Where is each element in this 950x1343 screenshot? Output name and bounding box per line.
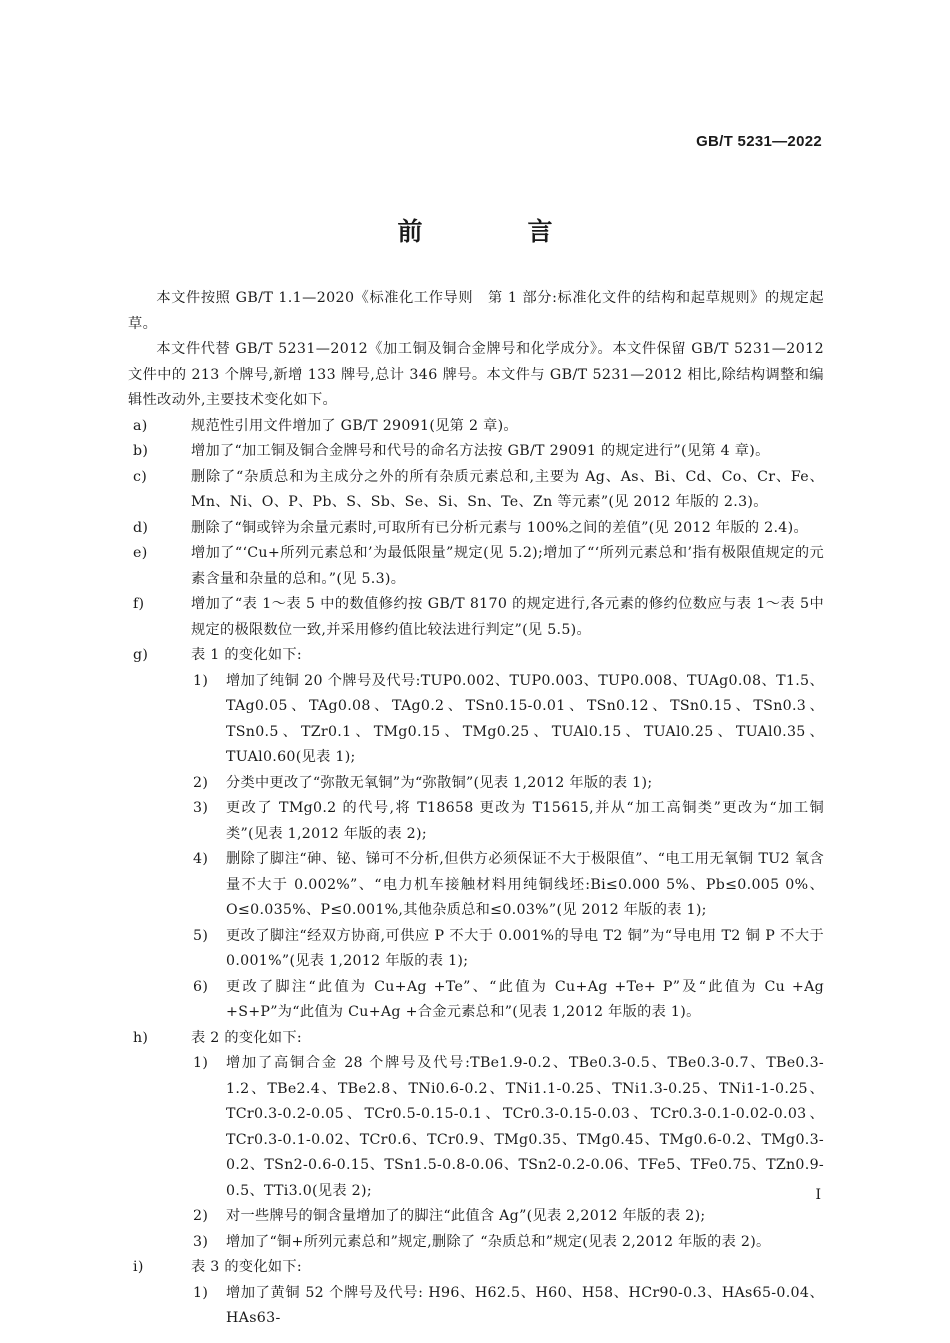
sub-list-marker: 1): [193, 1055, 209, 1071]
list-item-text: 删除了“杂质总和为主成分之外的所有杂质元素总和,主要为 Ag、As、Bi、Cd、Co、Cr、Fe、Mn、Ni、O、P、Pb、S、Sb、Se、Si、Sn、Te、Zn 等元素”(见 2012 年版的 2.3)。: [191, 468, 824, 510]
list-item-text: 表 1 的变化如下:: [191, 647, 302, 663]
sub-list-item-text: 删除了脚注“砷、铋、锑可不分析,但供方必须保证不大于极限值”、“电工用无氧铜 TU2 氧含量不大于 0.002%”、“电力机车接触材料用纯铜线坯:Bi≤0.000 5%、Pb≤0.005 0%、O≤0.035%、P≤0.001%,其他杂质总和≤0.03%”(见 2012 年版的表 1);: [226, 851, 824, 918]
list-item: [128, 541, 824, 592]
sub-list-item-text: 更改了 TMg0.2 的代号,将 T18658 更改为 T15615,并从“加工高铜类”更改为“加工铜类”(见表 1,2012 年版的表 2);: [226, 800, 824, 842]
list-item: [128, 643, 824, 669]
sub-list-item-text: 更改了脚注“此值为 Cu+Ag +Te”、“此值为 Cu+Ag +Te+ P”及“此值为 Cu +Ag +S+P”为“此值为 Cu+Ag +合金元素总和”(见表 1,2012 年版的表 1)。: [226, 978, 824, 1020]
sub-list-item-text: 分类中更改了“弥散无氧铜”为“弥散铜”(见表 1,2012 年版的表 1);: [226, 774, 653, 791]
list-marker: d): [133, 519, 149, 536]
sub-list-item: [128, 924, 824, 975]
list-marker: a): [133, 417, 148, 434]
sub-list-item-text: 增加了黄铜 52 个牌号及代号: H96、H62.5、H60、H58、HCr90-0.3、HAs65-0.04、HAs63-: [226, 1284, 824, 1326]
list-marker: h): [133, 1029, 149, 1046]
list-item: [128, 414, 824, 440]
list-marker: b): [133, 443, 149, 459]
sub-list-item: [128, 847, 824, 924]
sub-list-item: [128, 1051, 824, 1204]
sub-list-marker: 2): [193, 774, 209, 791]
sub-list-marker: 2): [193, 1208, 209, 1224]
list-marker: c): [133, 468, 148, 485]
sub-list-marker: 3): [193, 800, 209, 816]
sub-list-item-text: 更改了脚注“经双方协商,可供应 P 不大于 0.001%的导电 T2 铜”为“导电用 T2 铜 P 不大于 0.001%”(见表 1,2012 年版的表 1);: [226, 927, 824, 969]
list-item: [128, 592, 824, 643]
list-marker: e): [133, 545, 148, 561]
list-item-text: 删除了“铜或锌为余量元素时,可取所有已分析元素与 100%之间的差值”(见 2012 年版的 2.4)。: [191, 519, 808, 536]
list-item: [128, 465, 824, 516]
sub-list-item: [128, 771, 824, 797]
sub-list-marker: 5): [193, 927, 209, 944]
list-marker: g): [133, 647, 149, 663]
sub-list-item: [128, 1281, 824, 1332]
sub-list-marker: 3): [193, 1233, 209, 1250]
sub-list-item-text: 增加了纯铜 20 个牌号及代号:TUP0.002、TUP0.003、TUP0.008、TUAg0.08、T1.5、TAg0.05、TAg0.08、TAg0.2、TSn0.15-0.01、TSn0.12、TSn0.15、TSn0.3、TSn0.5、TZr0.1、TMg0.15、TMg0.25、TUAl0.15、TUAl0.25、TUAl0.35、TUAl0.60(见表 1);: [226, 672, 824, 765]
sub-list-item: [128, 669, 824, 771]
list-item-text: 增加了“‘Cu+所列元素总和’为最低限量”规定(见 5.2);增加了“‘所列元素总和’指有极限值规定的元素含量和杂量的总和。”(见 5.3)。: [191, 545, 824, 587]
list-item-text: 表 3 的变化如下:: [191, 1259, 302, 1275]
page-title: 前 言: [397, 217, 593, 246]
sub-list-marker: 4): [193, 851, 209, 867]
sub-list-marker: 1): [193, 672, 209, 689]
standard-code: GB/T 5231—2022: [696, 133, 822, 150]
paragraph: 本文件按照 GB/T 1.1—2020《标准化工作导则 第 1 部分:标准化文件的结构和起草规则》的规定起草。: [128, 290, 824, 332]
sub-list-item-text: 增加了“铜+所列元素总和”规定,删除了 “杂质总和”规定(见表 2,2012 年版的表 2)。: [226, 1233, 771, 1250]
sub-list-item-text: 增加了高铜合金 28 个牌号及代号:TBe1.9-0.2、TBe0.3-0.5、TBe0.3-0.7、TBe0.3-1.2、TBe2.4、TBe2.8、TNi0.6-0.2、TNi1.1-0.25、TNi1.3-0.25、TNi1-1-0.25、TCr0.3-0.2-0.05、TCr0.5-0.15-0.1、TCr0.3-0.15-0.03、TCr0.3-0.1-0.02-0.03、TCr0.3-0.1-0.02、TCr0.6、TCr0.9、TMg0.35、TMg0.45、TMg0.6-0.2、TMg0.3-0.2、TSn2-0.6-0.15、TSn1.5-0.8-0.06、TSn2-0.2-0.06、TFe5、TFe0.75、TZn0.9-0.5、TTi3.0(见表 2);: [226, 1055, 824, 1199]
list-item-text: 规范性引用文件增加了 GB/T 29091(见第 2 章)。: [191, 417, 518, 434]
foreword-body: [128, 286, 824, 1332]
sub-list-marker: 1): [193, 1284, 209, 1301]
sub-list-item: [128, 1230, 824, 1256]
sub-list-marker: 6): [193, 978, 209, 995]
list-item: [128, 516, 824, 542]
paragraph: 本文件代替 GB/T 5231—2012《加工铜及铜合金牌号和化学成分》。本文件保留 GB/T 5231—2012 文件中的 213 个牌号,新增 133 牌号,总计 346 牌号。本文件与 GB/T 5231—2012 相比,除结构调整和编辑性改动外,主要技术变化如下。: [128, 341, 824, 408]
sub-list-item: [128, 1204, 824, 1230]
sub-list-item: [128, 975, 824, 1026]
list-marker: f): [133, 596, 145, 612]
page-number: I: [815, 1187, 821, 1203]
list-item: [128, 439, 824, 465]
list-marker: i): [133, 1259, 144, 1275]
sub-list-item: [128, 796, 824, 847]
sub-list-item-text: 对一些牌号的铜含量增加了的脚注“此值含 Ag”(见表 2,2012 年版的表 2);: [226, 1208, 706, 1224]
list-item-text: 增加了“表 1～表 5 中的数值修约按 GB/T 8170 的规定进行,各元素的修约位数应与表 1～表 5中规定的极限数位一致,并采用修约值比较法进行判定”(见 5.5)。: [191, 596, 824, 638]
list-item-text: 表 2 的变化如下:: [191, 1029, 302, 1046]
list-item: [128, 1026, 824, 1052]
list-item-text: 增加了“加工铜及铜合金牌号和代号的命名方法按 GB/T 29091 的规定进行”(见第 4 章)。: [191, 443, 770, 459]
list-item: [128, 1255, 824, 1281]
